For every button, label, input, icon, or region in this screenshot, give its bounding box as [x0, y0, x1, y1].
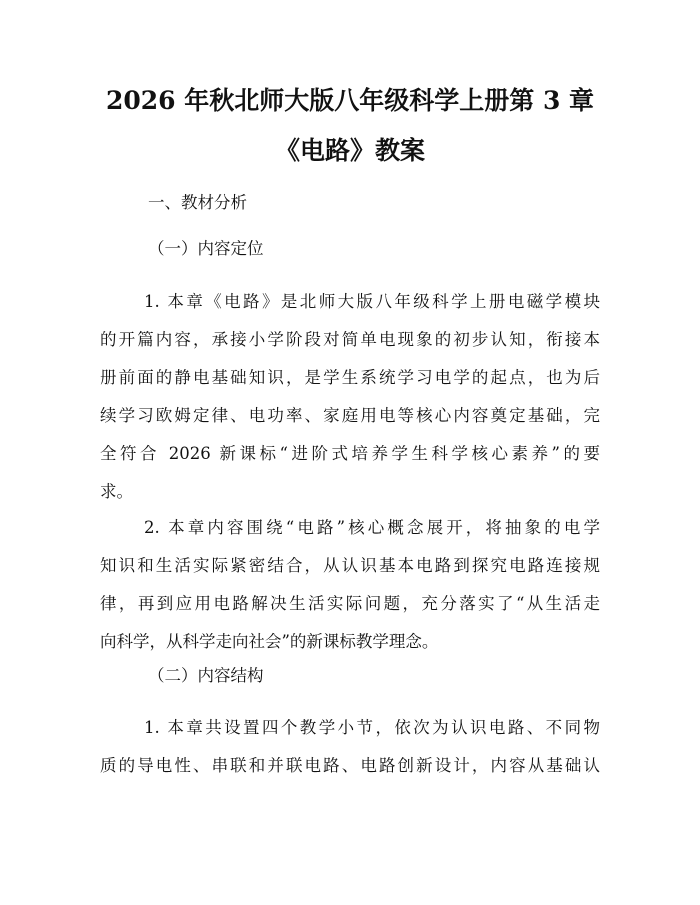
subsection-heading-content-structure: （二）内容结构: [148, 666, 264, 685]
paragraph-line: 全符合 2026 新课标“进阶式培养学生科学核心素养”的要: [100, 444, 600, 463]
document-title-line-1: 2026 年秋北师大版八年级科学上册第 3 章: [105, 86, 595, 115]
paragraph-2: [100, 509, 600, 661]
paragraph-line: 1. 本章《电路》是北师大版八年级科学上册电磁学模块: [144, 292, 600, 311]
paragraph-line: 续学习欧姆定律、电功率、家庭用电等核心内容奠定基础，完: [100, 406, 600, 425]
paragraph-line: 律，再到应用电路解决生活实际问题，充分落实了“从生活走: [100, 594, 600, 613]
section-heading-teaching-material-analysis: 一、教材分析: [148, 193, 247, 212]
paragraph-line: 1. 本章共设置四个教学小节，依次为认识电路、不同物: [144, 718, 600, 737]
paragraph-line: 质的导电性、串联和并联电路、电路创新设计，内容从基础认: [100, 756, 600, 775]
paragraph-line: 的开篇内容，承接小学阶段对简单电现象的初步认知，衔接本: [100, 330, 600, 349]
paragraph-line: 2. 本章内容围绕“电路”核心概念展开，将抽象的电学: [144, 518, 600, 537]
paragraph-line: 向科学，从科学走向社会”的新课标教学理念。: [100, 632, 439, 651]
paragraph-line: 册前面的静电基础知识，是学生系统学习电学的起点，也为后: [100, 368, 600, 387]
paragraph-1: [100, 283, 600, 511]
paragraph-3: [100, 709, 600, 785]
paragraph-line: 求。: [100, 482, 133, 501]
document-title-line-2: 《电路》教案: [274, 136, 425, 165]
paragraph-line: 知识和生活实际紧密结合，从认识基本电路到探究电路连接规: [100, 556, 600, 575]
subsection-heading-content-positioning: （一）内容定位: [148, 239, 264, 258]
